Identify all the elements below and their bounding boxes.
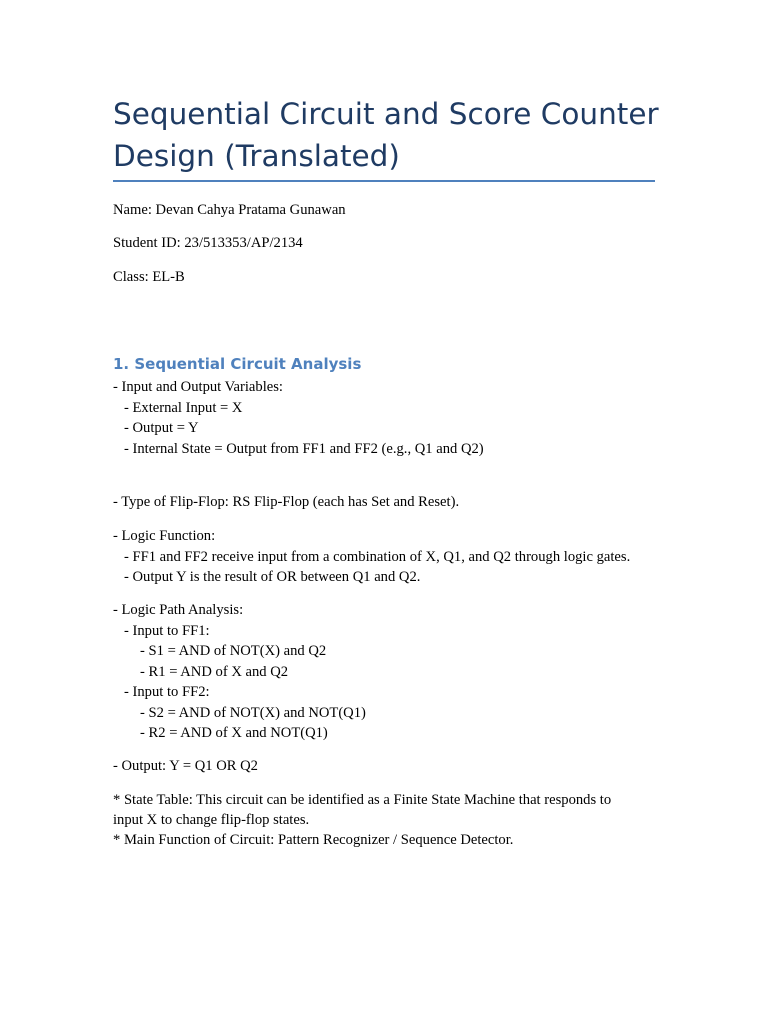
- section-heading-sequential-analysis: 1. Sequential Circuit Analysis: [113, 355, 362, 373]
- ff2-input-label: - Input to FF2:: [124, 684, 210, 700]
- list-item: - FF1 and FF2 receive input from a combination of X, Q1, and Q2 through logic gates.: [124, 548, 631, 565]
- logic-path-list: [113, 600, 668, 744]
- flipflop-type-text: - Type of Flip-Flop: RS Flip-Flop (each has Set and Reset).: [113, 494, 460, 510]
- state-table-note: [113, 790, 643, 850]
- logic-function-list: [113, 526, 668, 588]
- list-item: - S2 = AND of NOT(X) and NOT(Q1): [140, 704, 366, 721]
- main-function-text: * Main Function of Circuit: Pattern Recognizer / Sequence Detector.: [113, 832, 514, 848]
- list-item: - R1 = AND of X and Q2: [140, 663, 289, 680]
- list-item: - Internal State = Output from FF1 and FF2 (e.g., Q1 and Q2): [124, 440, 484, 457]
- ff1-input-label: - Input to FF1:: [124, 622, 210, 639]
- logic-path-label: - Logic Path Analysis:: [113, 602, 244, 618]
- title-divider: [113, 180, 655, 182]
- author-name: Name: Devan Cahya Pratama Gunawan: [113, 202, 346, 218]
- flipflop-type: [113, 492, 668, 513]
- list-item: - R2 = AND of X and NOT(Q1): [140, 725, 328, 741]
- student-id: Student ID: 23/513353/AP/2134: [113, 235, 303, 251]
- list-item: - Output = Y: [124, 420, 199, 436]
- output-equation: [113, 756, 668, 777]
- list-item: - S1 = AND of NOT(X) and Q2: [140, 643, 327, 659]
- class-label: Class: EL-B: [113, 269, 185, 285]
- output-equation-text: - Output: Y = Q1 OR Q2: [113, 758, 258, 774]
- list-item: - Output Y is the result of OR between Q1 and Q2.: [124, 569, 421, 585]
- io-variables-label: - Input and Output Variables:: [113, 379, 283, 395]
- list-item: - External Input = X: [124, 399, 243, 416]
- logic-function-label: - Logic Function:: [113, 528, 216, 544]
- document-title: Sequential Circuit and Score Counter Design (Translated): [113, 97, 659, 173]
- io-variables-list: [113, 377, 668, 459]
- state-table-text: * State Table: This circuit can be identified as a Finite State Machine that responds to input X to change flip-flop states.: [113, 792, 612, 828]
